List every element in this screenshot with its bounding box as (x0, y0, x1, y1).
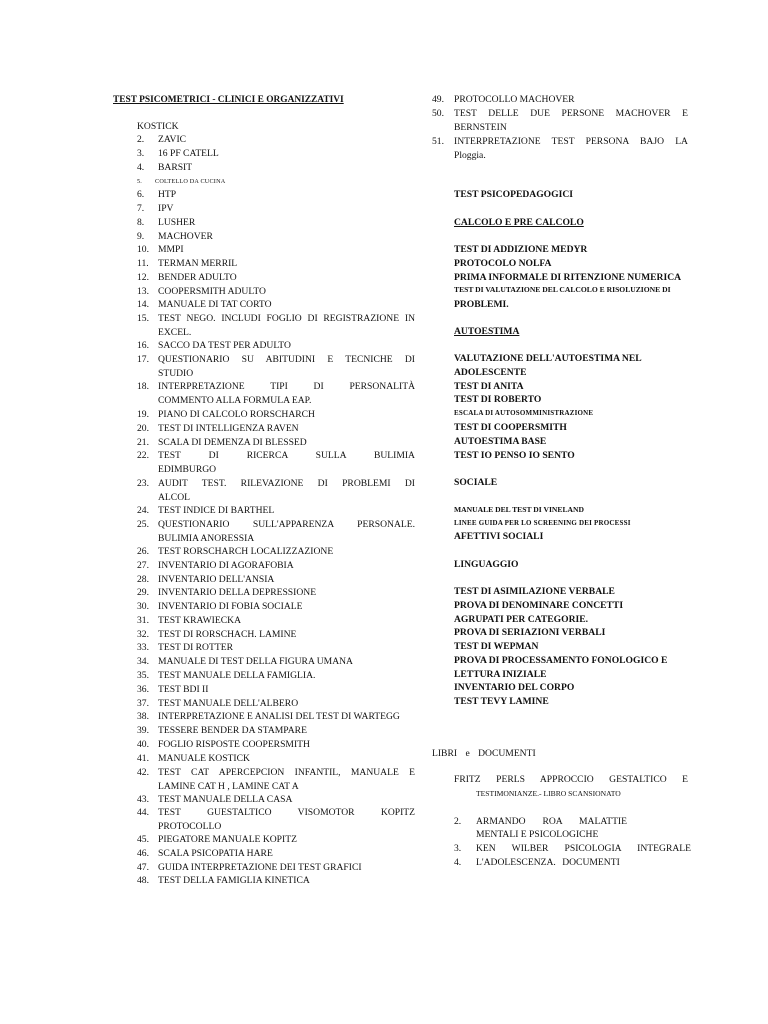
list-number: 7. (137, 203, 145, 214)
list-item-text: TEST NEGO. INCLUDI FOGLIO DI REGISTRAZIONE IN (158, 313, 415, 324)
list-number: 34. (137, 656, 149, 667)
left-title: TEST PSICOMETRICI - CLINICI E ORGANIZZATIVI (113, 95, 344, 105)
list-item-text: INVENTARIO DI AGORAFOBIA (158, 560, 294, 571)
list-item-continuation: ALCOL (158, 491, 190, 503)
list-number: 6. (137, 189, 145, 200)
list-number: 51. (432, 136, 444, 147)
list-item-text: TEST RORSCHARCH LOCALIZZAZIONE (158, 546, 334, 557)
list-number: 13. (137, 286, 149, 297)
autostima-item: TEST DI COOPERSMITH (454, 422, 567, 433)
list-number: 14. (137, 299, 149, 310)
list-item-text: INVENTARIO DELL'ANSIA (158, 574, 275, 585)
list-number: 45. (137, 834, 149, 845)
calcolo-item: TEST DI ADDIZIONE MEDYR (454, 244, 588, 255)
list-number: 12. (137, 272, 149, 283)
list-number: 48. (137, 875, 149, 886)
libri-first-line: FRITZ PERLS APPROCCIO GESTALTICO E (454, 774, 688, 785)
list-item-text: ARMANDO ROA MALATTIE (476, 816, 627, 827)
list-number: 5. (137, 178, 143, 185)
list-item-text: COOPERSMITH ADULTO (158, 286, 266, 297)
list-item-text: MACHOVER (158, 231, 213, 242)
autostima-item: TEST DI ANITA (454, 381, 524, 392)
list-number: 27. (137, 560, 149, 571)
list-number: 20. (137, 423, 149, 434)
list-item-text: TEST DI INTELLIGENZA RAVEN (158, 423, 299, 434)
list-item-text: TEST DI RORSCHACH. LAMINE (158, 629, 297, 640)
list-item-text: LUSHER (158, 217, 196, 228)
list-item-text: TEST MANUALE DELLA FAMIGLIA. (158, 670, 316, 681)
list-number: 44. (137, 807, 149, 818)
list-number: 30. (137, 601, 149, 612)
libri-first-line2: TESTIMONIANZE.- LIBRO SCANSIONATO (476, 789, 621, 798)
list-number: 11. (137, 258, 149, 269)
list-item-text: PROTOCOLLO MACHOVER (454, 94, 575, 105)
list-number: 33. (137, 642, 149, 653)
list-item-text: FOGLIO RISPOSTE COOPERSMITH (158, 739, 310, 750)
psicopedagogici-heading: TEST PSICOPEDAGOGICI (454, 189, 573, 200)
list-number: 8. (137, 217, 145, 228)
list-item-text: ZAVIC (158, 134, 187, 145)
list-number: 19. (137, 409, 149, 420)
list-item-text: INVENTARIO DI FOBIA SOCIALE (158, 601, 303, 612)
list-item-text: TEST GUESTALTICO VISOMOTOR KOPITZ (158, 807, 415, 818)
list-item-text: TEST DELLA FAMIGLIA KINETICA (158, 875, 310, 886)
list-number: 2. (454, 816, 462, 827)
list-item-text: TEST MANUALE DELL'ALBERO (158, 698, 299, 709)
list-item-continuation: LAMINE CAT H , LAMINE CAT A (158, 780, 299, 792)
list-number: 40. (137, 739, 149, 750)
list-number: 4. (137, 162, 145, 173)
list-number: 3. (137, 148, 145, 159)
list-item-text: MMPI (158, 244, 184, 255)
list-number: 26. (137, 546, 149, 557)
list-item-text: TEST DI ROTTER (158, 642, 233, 653)
list-item-text: QUESTIONARIO SU ABITUDINI E TECNICHE DI (158, 354, 415, 365)
list-item-text: TEST INDICE DI BARTHEL (158, 505, 275, 516)
list-item-text: MANUALE DI TAT CORTO (158, 299, 272, 310)
list-item-text: TEST MANUALE DELLA CASA (158, 794, 293, 805)
linguaggio-heading: LINGUAGGIO (454, 559, 519, 570)
list-item-text: 16 PF CATELL (158, 148, 219, 159)
list-number: 22. (137, 450, 149, 461)
calcolo-item: TEST DI VALUTAZIONE DEL CALCOLO E RISOLUZIONE DI (454, 285, 671, 294)
calcolo-item: PROBLEMI. (454, 299, 509, 310)
calcolo-heading: CALCOLO E PRE CALCOLO (454, 217, 584, 228)
list-item-continuation: PROTOCOLLO (158, 820, 222, 832)
list-number: 28. (137, 574, 149, 585)
list-number: 42. (137, 767, 149, 778)
list-number: 46. (137, 848, 149, 859)
list-item-text: GUIDA INTERPRETAZIONE DEI TEST GRAFICI (158, 862, 362, 873)
linguaggio-item: TEST TEVY LAMINE (454, 696, 549, 707)
list-number: 47. (137, 862, 149, 873)
autostima-item: TEST DI ROBERTO (454, 394, 542, 405)
list-number: 39. (137, 725, 149, 736)
list-number: 49. (432, 94, 444, 105)
list-item-text: INVENTARIO DELLA DEPRESSIONE (158, 587, 317, 598)
list-item-continuation: MENTALI E PSICOLOGICHE (476, 829, 599, 840)
linguaggio-item: TEST DI WEPMAN (454, 641, 539, 652)
autostima-item: AUTOESTIMA BASE (454, 436, 547, 447)
list-item-continuation: BULIMIA ANORESSIA (158, 532, 255, 544)
linguaggio-item: PROVA DI SERIAZIONI VERBALI (454, 627, 606, 638)
list-item-text: L'ADOLESCENZA. DOCUMENTI (476, 857, 620, 868)
list-number: 41. (137, 753, 149, 764)
autostima-item: ADOLESCENTE (454, 367, 527, 378)
list-number: 35. (137, 670, 149, 681)
calcolo-item: PROTOCOLO NOLFA (454, 258, 552, 269)
sociale-item: AFETTIVI SOCIALI (454, 531, 544, 542)
list-number: 50. (432, 108, 444, 119)
linguaggio-item: AGRUPATI PER CATEGORIE. (454, 614, 589, 625)
list-item-continuation: BERNSTEIN (454, 122, 507, 133)
sociale-item: MANUALE DEL TEST DI VINELAND (454, 505, 584, 514)
list-item-text: TERMAN MERRIL (158, 258, 238, 269)
list-item-text: SACCO DA TEST PER ADULTO (158, 340, 291, 351)
calcolo-item: PRIMA INFORMALE DI RITENZIONE NUMERICA (454, 272, 682, 283)
list-item-text: BARSIT (158, 162, 193, 173)
list-item-text: TEST KRAWIECKA (158, 615, 241, 626)
list-item-text: COLTELLO DA CUCINA (155, 178, 226, 185)
list-number: 18. (137, 381, 149, 392)
list-item-text: INTERPRETAZIONE TEST PERSONA BAJO LA (454, 136, 688, 147)
list-number: 2. (137, 134, 145, 145)
sociale-heading: SOCIALE (454, 477, 498, 488)
list-number: 9. (137, 231, 145, 242)
list-number: 38. (137, 711, 149, 722)
list-item-text: BENDER ADULTO (158, 272, 237, 283)
linguaggio-item: LETTURA INIZIALE (454, 669, 547, 680)
autostima-item: TEST IO PENSO IO SENTO (454, 450, 575, 461)
list-item-text: SCALA PSICOPATIA HARE (158, 848, 273, 859)
list-item-continuation: Ploggia. (454, 150, 486, 161)
list-number: 21. (137, 437, 149, 448)
list-item-text: TEST CAT APERCEPCION INFANTIL, MANUALE E (158, 767, 415, 778)
list-item-continuation: EDIMBURGO (158, 463, 217, 475)
list-number: 25. (137, 519, 149, 530)
autostima-heading: AUTOESTIMA (454, 326, 520, 337)
list-item-text: QUESTIONARIO SULL'APPARENZA PERSONALE. (158, 519, 415, 530)
list-item-text: TEST DI RICERCA SULLA BULIMIA (158, 450, 415, 461)
list-item-continuation: EXCEL. (158, 326, 192, 338)
list-item-text: TESSERE BENDER DA STAMPARE (158, 725, 307, 736)
list-number: 15. (137, 313, 149, 324)
intro-item: KOSTICK (137, 121, 179, 132)
list-number: 16. (137, 340, 149, 351)
list-item-text: INTERPRETAZIONE E ANALISI DEL TEST DI WARTEGG (158, 711, 400, 722)
autostima-item: ESCALA DI AUTOSOMMINISTRAZIONE (454, 409, 594, 417)
list-number: 43. (137, 794, 149, 805)
list-number: 17. (137, 354, 149, 365)
list-item-text: IPV (158, 203, 174, 214)
list-number: 29. (137, 587, 149, 598)
linguaggio-item: PROVA DI DENOMINARE CONCETTI (454, 600, 624, 611)
list-number: 24. (137, 505, 149, 516)
list-item-text: PIEGATORE MANUALE KOPITZ (158, 834, 297, 845)
list-item-text: SCALA DI DEMENZA DI BLESSED (158, 437, 307, 448)
autostima-item: VALUTAZIONE DELL'AUTOESTIMA NEL (454, 353, 642, 364)
list-item-continuation: COMMENTO ALLA FORMULA EAP. (158, 394, 312, 406)
list-number: 32. (137, 629, 149, 640)
list-item-text: TEST BDI II (158, 684, 209, 695)
linguaggio-item: PROVA DI PROCESSAMENTO FONOLOGICO E (454, 655, 668, 666)
list-item-text: MANUALE KOSTICK (158, 753, 250, 764)
list-number: 10. (137, 244, 149, 255)
libri-heading: LIBRI e DOCUMENTI (432, 748, 536, 759)
list-item-text: HTP (158, 189, 177, 200)
list-item-continuation: STUDIO (158, 367, 194, 379)
list-item-text: INTERPRETAZIONE TIPI DI PERSONALITÀ (158, 381, 415, 392)
linguaggio-item: TEST DI ASIMILAZIONE VERBALE (454, 586, 615, 597)
list-item-text: MANUALE DI TEST DELLA FIGURA UMANA (158, 656, 353, 667)
list-number: 31. (137, 615, 149, 626)
sociale-item: LINEE GUIDA PER LO SCREENING DEI PROCESSI (454, 519, 631, 527)
list-number: 3. (454, 843, 462, 854)
linguaggio-item: INVENTARIO DEL CORPO (454, 682, 575, 693)
list-item-text: KEN WILBER PSICOLOGIA INTEGRALE (476, 843, 691, 854)
list-item-text: AUDIT TEST. RILEVAZIONE DI PROBLEMI DI (158, 478, 415, 489)
list-number: 4. (454, 857, 462, 868)
list-number: 37. (137, 698, 149, 709)
list-item-text: PIANO DI CALCOLO RORSCHARCH (158, 409, 315, 420)
list-number: 36. (137, 684, 149, 695)
list-number: 23. (137, 478, 149, 489)
list-item-text: TEST DELLE DUE PERSONE MACHOVER E (454, 108, 688, 119)
